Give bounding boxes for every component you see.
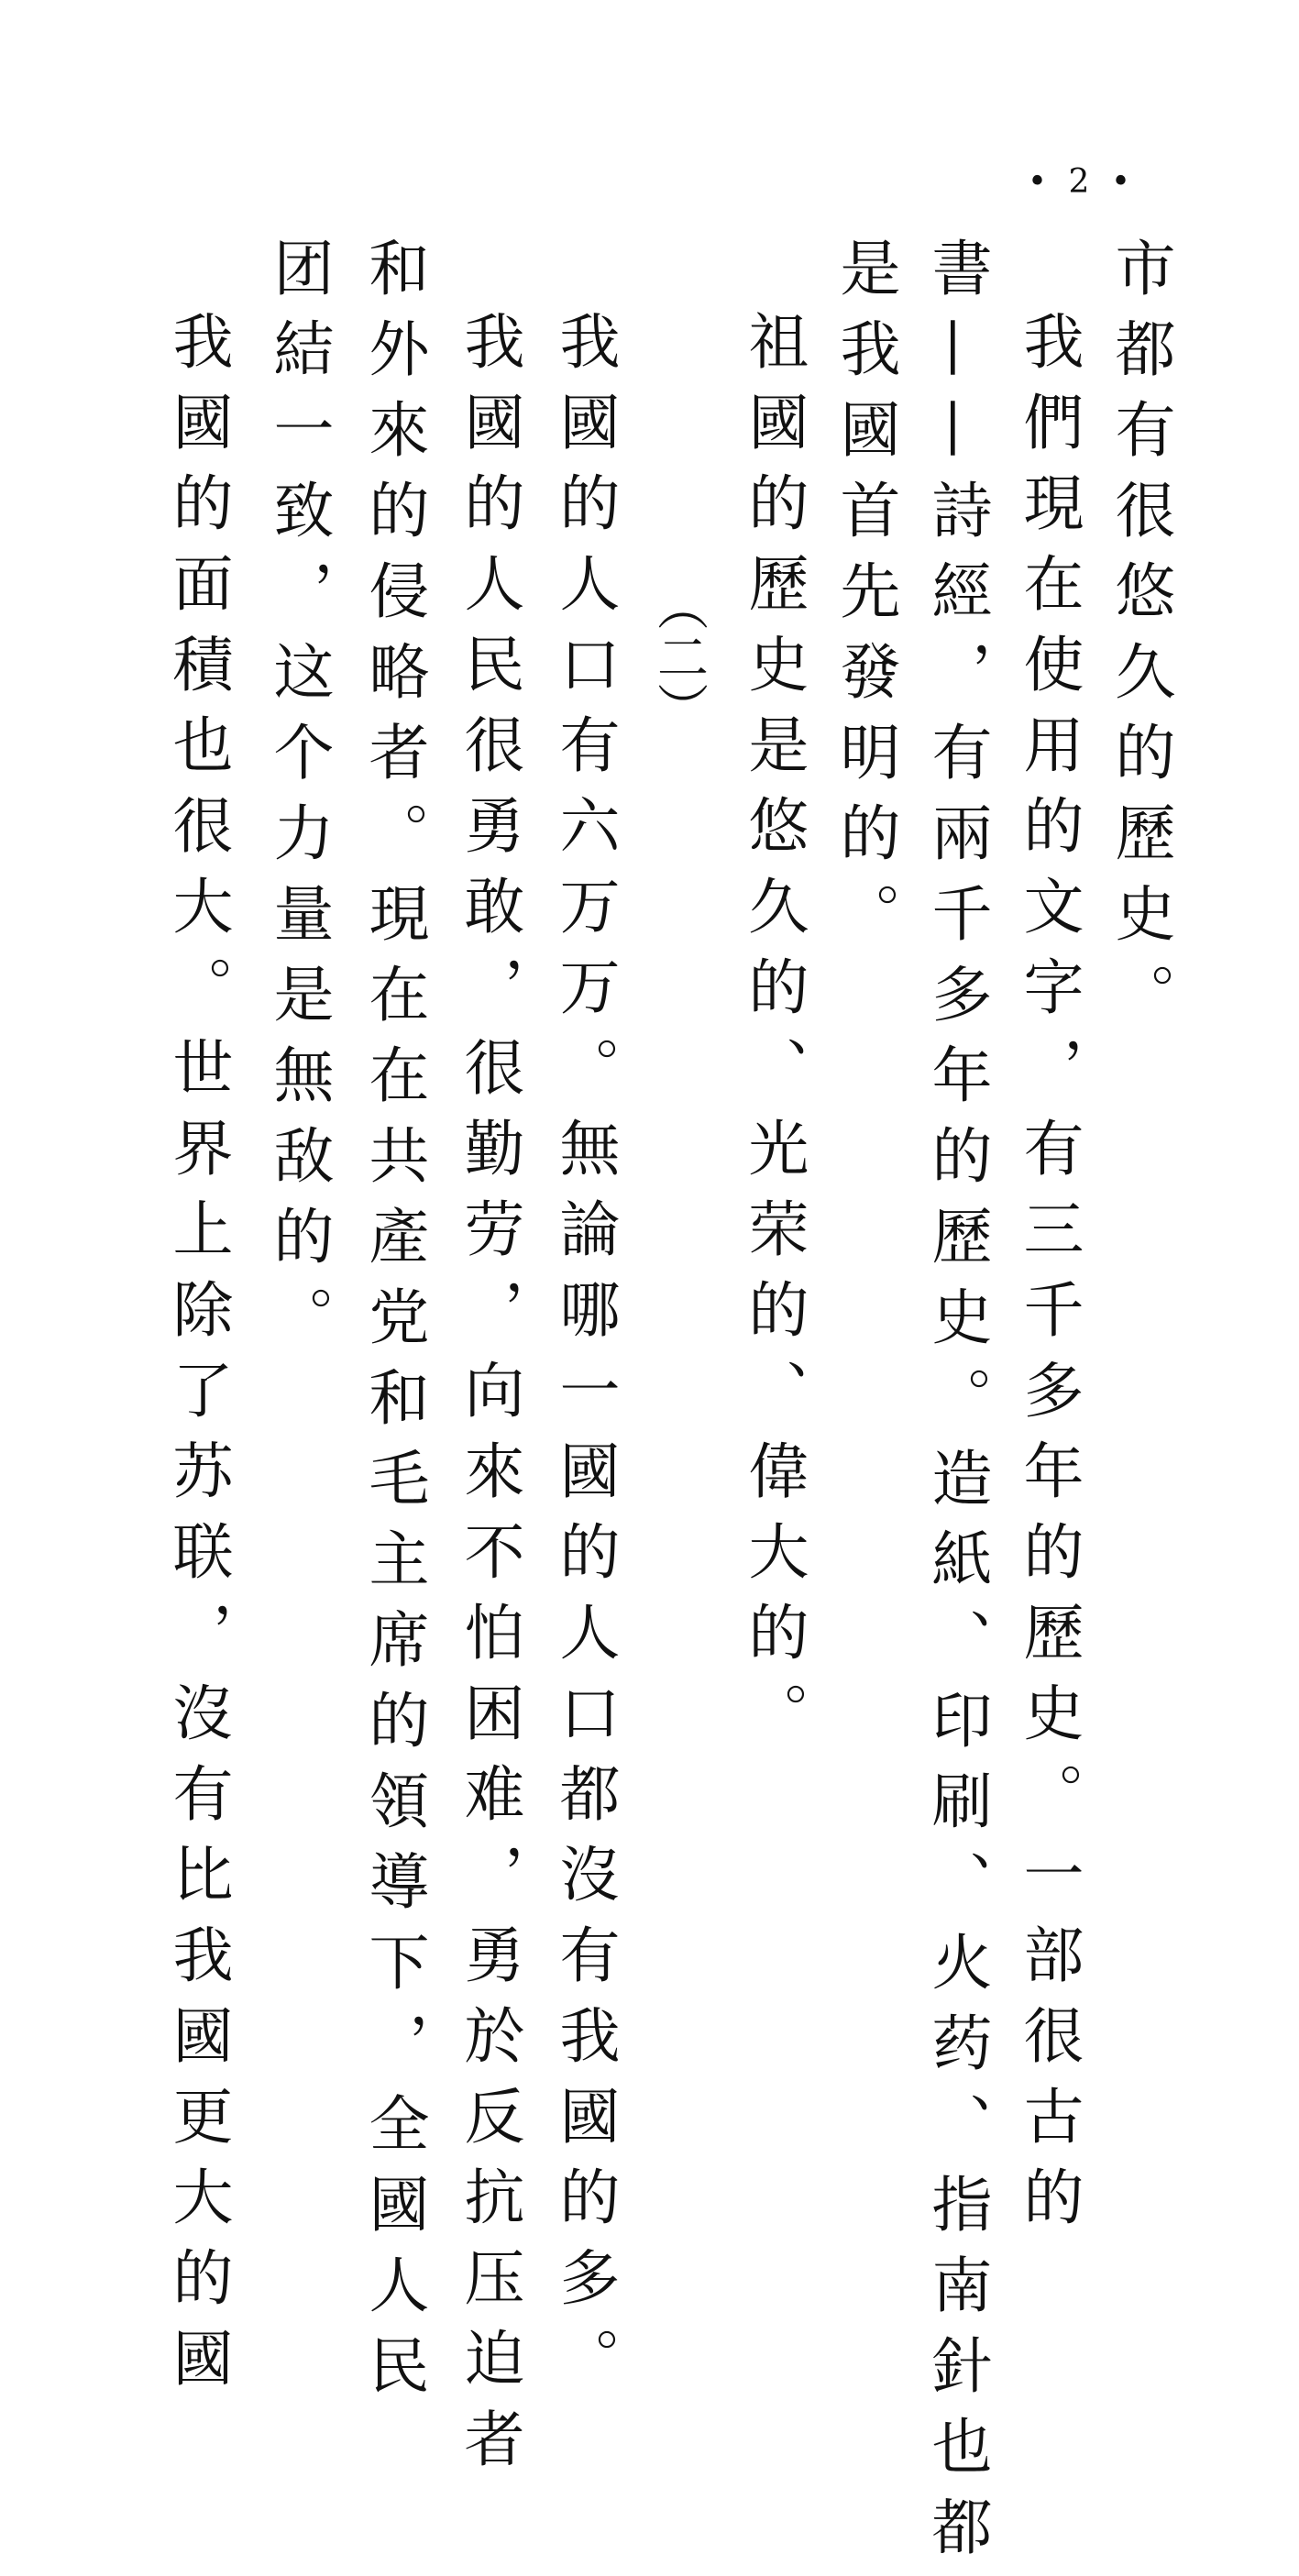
text-column-3: 書——詩經，有兩千多年的歷史。造紙、印刷、火药、指南針也都 (921, 237, 992, 2576)
text-column-8: 和外來的侵略者。現在在共產党和毛主席的領導下，全國人民 (358, 237, 429, 2415)
section-marker: （二） (649, 579, 709, 733)
text-column-5: 祖國的歷史是悠久的、光荣的、偉大的。 (738, 310, 809, 1762)
text-column-6: 我國的人口有六万万。無論哪一國的人口都沒有我國的多。 (549, 310, 620, 2407)
text-column-2: 我們現在使用的文字，有三千多年的歷史。一部很古的 (1013, 310, 1084, 2246)
text-column-10: 我國的面積也很大。世界上除了苏联，沒有比我國更大的國 (162, 310, 233, 2407)
text-column-4: 是我國首先發明的。 (830, 237, 900, 963)
text-column-7: 我國的人民很勇敢，很勤劳，向來不怕困难，勇於反抗压迫者 (454, 310, 524, 2488)
text-column-9: 团結一致，这个力量是無敌的。 (263, 237, 334, 1366)
page-number: • 2 • (1027, 163, 1137, 201)
text-column-1: 市都有很悠久的歷史。 (1105, 237, 1175, 1043)
